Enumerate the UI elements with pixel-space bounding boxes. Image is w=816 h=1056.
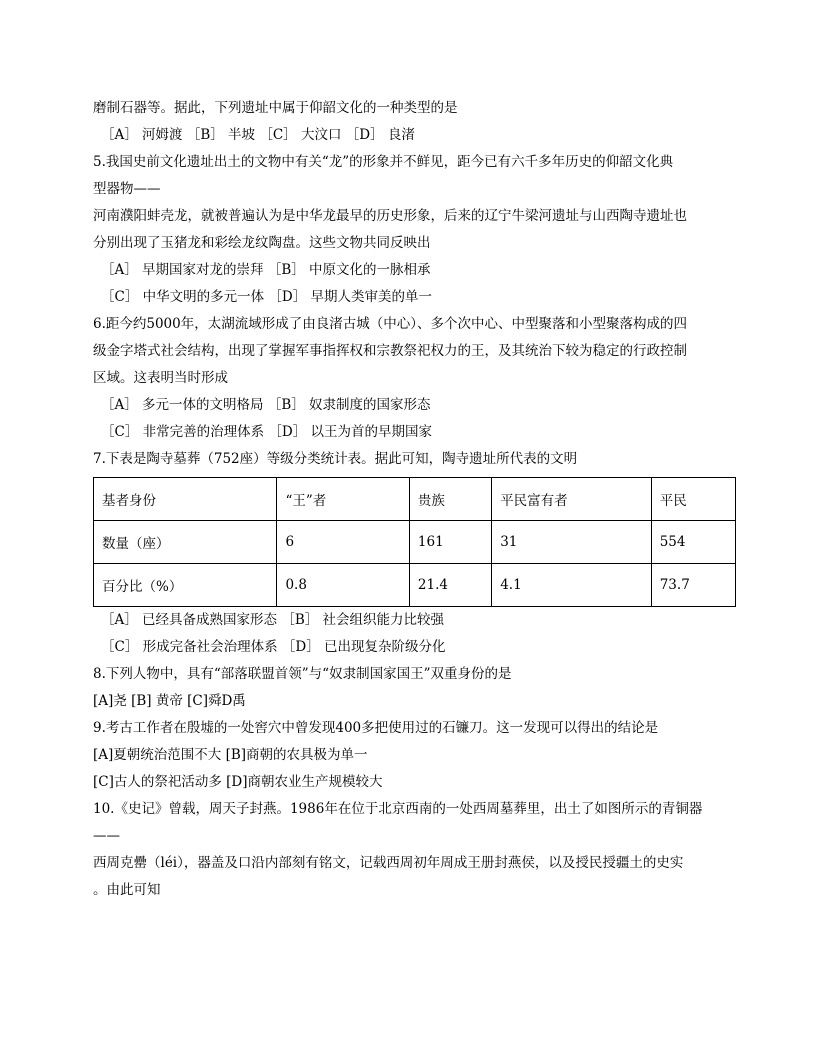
q6-stem-line-1: 6.距今约5000年，太湖流域形成了由良渚古城（中心）、多个次中心、中型聚落和小型聚落构成的四	[93, 316, 687, 332]
text-block-top	[93, 95, 743, 473]
table-row	[94, 521, 736, 564]
q5-options-ab: ［A］ 早期国家对龙的崇拜 ［B］ 中原文化的一脉相承	[101, 262, 431, 278]
q10-stem-line-3: 西周克罍（léi），器盖及口沿内部刻有铭文，记载西周初年周成王册封燕侯，以及授民授疆土的史实	[93, 855, 684, 871]
table-cell: 21.4	[409, 564, 491, 607]
q10-stem-line-1: 10.《史记》曾载，周天子封燕。1986年在位于北京西南的一处西周墓葬里，出土了如图所示的青铜器	[93, 801, 703, 817]
q9-stem: 9.考古工作者在殷墟的一处窖穴中曾发现400多把使用过的石镰刀。这一发现可以得出的结论是	[93, 720, 659, 736]
table-header-cell: 平民富有者	[492, 478, 652, 521]
q9-options-cd: [C]古人的祭祀活动多 [D]商朝农业生产规模较大	[93, 774, 383, 790]
q7-options-cd: ［C］ 形成完备社会治理体系 ［D］ 已出现复杂阶级分化	[101, 639, 446, 655]
q5-stem-line-2: 型器物——	[93, 181, 161, 197]
document-page	[93, 95, 743, 904]
q6-stem-line-2: 级金字塔式社会结构，出现了掌握军事指挥权和宗教祭祀权力的王，及其统治下较为稳定的行政控制	[93, 343, 687, 359]
q9-options-ab: [A]夏朝统治范围不大 [B]商朝的农具极为单一	[93, 747, 368, 763]
table-cell: 6	[277, 521, 409, 564]
table-header-cell: 基者身份	[94, 478, 277, 521]
table-header-cell: “王”者	[277, 478, 409, 521]
q7-stem: 7.下表是陶寺墓葬（752座）等级分类统计表。据此可知，陶寺遗址所代表的文明	[93, 451, 578, 467]
text-line: 磨制石器等。据此，下列遗址中属于仰韶文化的一种类型的是	[93, 100, 458, 116]
table-cell: 0.8	[277, 564, 409, 607]
q6-options-cd: ［C］ 非常完善的治理体系 ［D］ 以王为首的早期国家	[101, 424, 433, 440]
table-cell: 4.1	[492, 564, 652, 607]
table-cell: 百分比（%）	[94, 564, 277, 607]
q6-options-ab: ［A］ 多元一体的文明格局 ［B］ 奴隶制度的国家形态	[101, 397, 431, 413]
q6-stem-line-3: 区域。这表明当时形成	[93, 370, 228, 386]
table-cell: 554	[651, 521, 735, 564]
table-header-cell: 平民	[651, 478, 735, 521]
table-cell: 31	[492, 521, 652, 564]
q10-stem-line-4: 。由此可知	[93, 882, 161, 898]
q5-stem-line-1: 5.我国史前文化遗址出土的文物中有关“龙”的形象并不鲜见，距今已有六千多年历史的仰韶文化典	[93, 154, 674, 170]
q8-options: [A]尧 [B] 黄帝 [C]舜D禹	[93, 693, 246, 709]
q10-stem-line-2: ——	[93, 828, 120, 844]
table-cell: 161	[409, 521, 491, 564]
q5-stem-line-3: 河南濮阳蚌壳龙，就被普遍认为是中华龙最早的历史形象，后来的辽宁牛梁河遗址与山西陶寺遗址也	[93, 208, 687, 224]
q7-options-ab: ［A］ 已经具备成熟国家形态 ［B］ 社会组织能力比较强	[101, 612, 445, 628]
tomb-statistics-table	[93, 477, 736, 607]
table-header-row	[94, 478, 736, 521]
q4-options: ［A］ 河姆渡 ［B］ 半坡 ［C］ 大汶口 ［D］ 良渚	[101, 127, 415, 143]
q5-stem-line-4: 分别出现了玉猪龙和彩绘龙纹陶盘。这些文物共同反映出	[93, 235, 431, 251]
table-header-cell: 贵族	[409, 478, 491, 521]
text-block-bottom	[93, 607, 743, 904]
table-cell: 73.7	[651, 564, 735, 607]
q5-options-cd: ［C］ 中华文明的多元一体 ［D］ 早期人类审美的单一	[101, 289, 433, 305]
table-row	[94, 564, 736, 607]
q8-stem: 8.下列人物中，具有“部落联盟首领”与“奴隶制国家国王”双重身份的是	[93, 666, 512, 682]
table-cell: 数量（座）	[94, 521, 277, 564]
